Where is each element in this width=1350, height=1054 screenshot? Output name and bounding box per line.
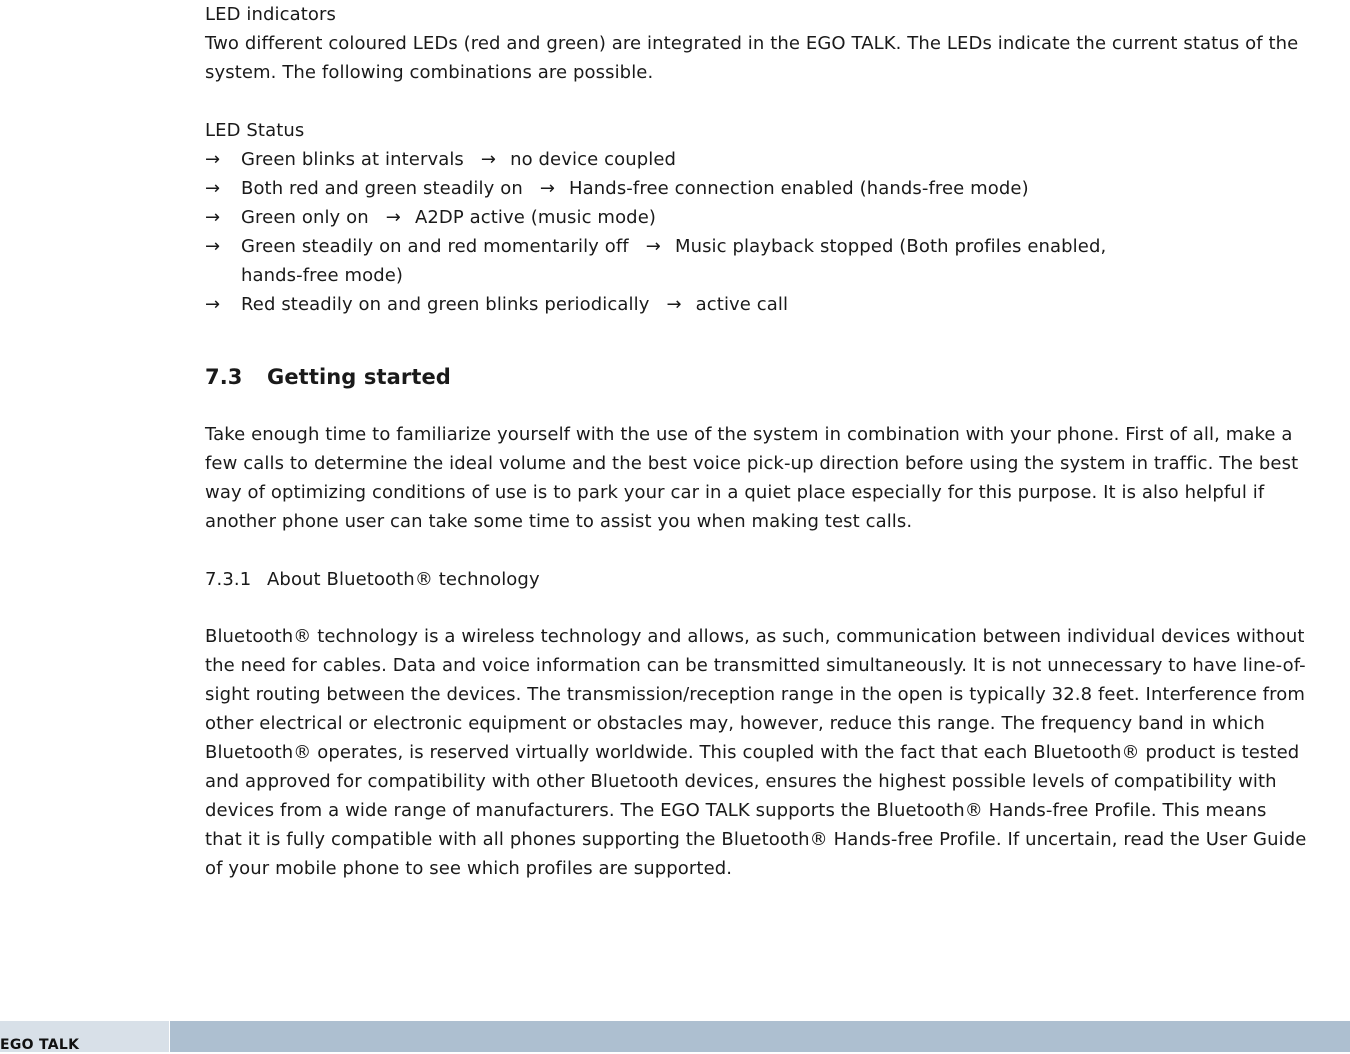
bluetooth-paragraph xyxy=(205,622,1350,883)
subsection-number: 7.3.1 xyxy=(205,569,252,590)
arrow-icon: → xyxy=(205,294,221,315)
led-condition: Green only on xyxy=(241,207,369,228)
paragraph-line: way of optimizing conditions of use is to park your car in a quiet place especially for this purpose. It is also helpful if xyxy=(205,482,1265,503)
spacer xyxy=(205,87,1350,116)
paragraph-line: other electrical or electronic equipment or obstacles may, however, reduce this range. The frequency band in which xyxy=(205,713,1265,734)
led-meaning: Music playback stopped (Both profiles enabled, xyxy=(674,236,1107,257)
section-heading xyxy=(205,362,1350,392)
led-row xyxy=(205,290,1350,319)
paragraph-line: Take enough time to familiarize yourself with the use of the system in combination with your phone. First of all, make a xyxy=(205,424,1293,445)
arrow-icon: → xyxy=(205,149,221,170)
led-row xyxy=(205,145,1350,174)
led-meaning-continued: hands-free mode) xyxy=(241,265,404,286)
section-number: 7.3 xyxy=(205,365,243,389)
led-intro-line-2: system. The following combinations are possible. xyxy=(205,62,654,83)
footer-product-name: EGO TALK xyxy=(0,1037,80,1053)
led-condition: Green steadily on and red momentarily off xyxy=(241,236,629,257)
arrow-icon: → xyxy=(205,178,221,199)
footer-bar-right xyxy=(170,1021,1350,1052)
section-title: Getting started xyxy=(267,365,451,389)
arrow-icon: → xyxy=(480,149,497,170)
led-condition: Green blinks at intervals xyxy=(241,149,464,170)
document-body xyxy=(205,0,1350,883)
subsection-title: About Bluetooth® technology xyxy=(267,569,540,590)
arrow-icon: → xyxy=(539,178,556,199)
paragraph-line: Bluetooth® operates, is reserved virtually worldwide. This coupled with the fact that each Bluetooth® product is tested xyxy=(205,742,1300,763)
led-condition: Red steadily on and green blinks periodically xyxy=(241,294,650,315)
paragraph-line: devices from a wide range of manufacturers. The EGO TALK supports the Bluetooth® Hands-free Profile. This means xyxy=(205,800,1267,821)
led-meaning: Hands-free connection enabled (hands-free mode) xyxy=(569,178,1029,199)
getting-started-paragraph xyxy=(205,420,1350,536)
paragraph-line: of your mobile phone to see which profiles are supported. xyxy=(205,858,733,879)
paragraph-line: few calls to determine the ideal volume and the best voice pick-up direction before using the system in traffic. The best xyxy=(205,453,1299,474)
arrow-icon: → xyxy=(645,236,661,257)
paragraph-line: Bluetooth® technology is a wireless technology and allows, as such, communication between individual devices without xyxy=(205,626,1305,647)
led-meaning: no device coupled xyxy=(510,149,677,170)
led-condition: Both red and green steadily on xyxy=(241,178,523,199)
led-row xyxy=(205,232,1350,290)
led-meaning: active call xyxy=(695,294,789,315)
arrow-icon: → xyxy=(205,236,221,257)
subsection-heading xyxy=(205,565,1350,594)
led-row xyxy=(205,203,1350,232)
led-intro-line-1: Two different coloured LEDs (red and green) are integrated in the EGO TALK. The LEDs indicate the current status of the xyxy=(205,33,1299,54)
paragraph-line: sight routing between the devices. The transmission/reception range in the open is typically 32.8 feet. Interference from xyxy=(205,684,1305,705)
arrow-icon: → xyxy=(205,207,221,228)
paragraph-line: another phone user can take some time to assist you when making test calls. xyxy=(205,511,913,532)
led-indicators-heading: LED indicators xyxy=(205,4,336,25)
arrow-icon: → xyxy=(666,294,682,315)
arrow-icon: → xyxy=(385,207,401,228)
paragraph-line: that it is fully compatible with all phones supporting the Bluetooth® Hands-free Profile. If uncertain, read the User Guide xyxy=(205,829,1307,850)
led-row xyxy=(205,174,1350,203)
paragraph-line: the need for cables. Data and voice information can be transmitted simultaneously. It is not unnecessary to have line-of- xyxy=(205,655,1306,676)
paragraph-line: and approved for compatibility with other Bluetooth devices, ensures the highest possible levels of compatibility with xyxy=(205,771,1277,792)
led-meaning: A2DP active (music mode) xyxy=(414,207,657,228)
led-status-label: LED Status xyxy=(205,120,305,141)
